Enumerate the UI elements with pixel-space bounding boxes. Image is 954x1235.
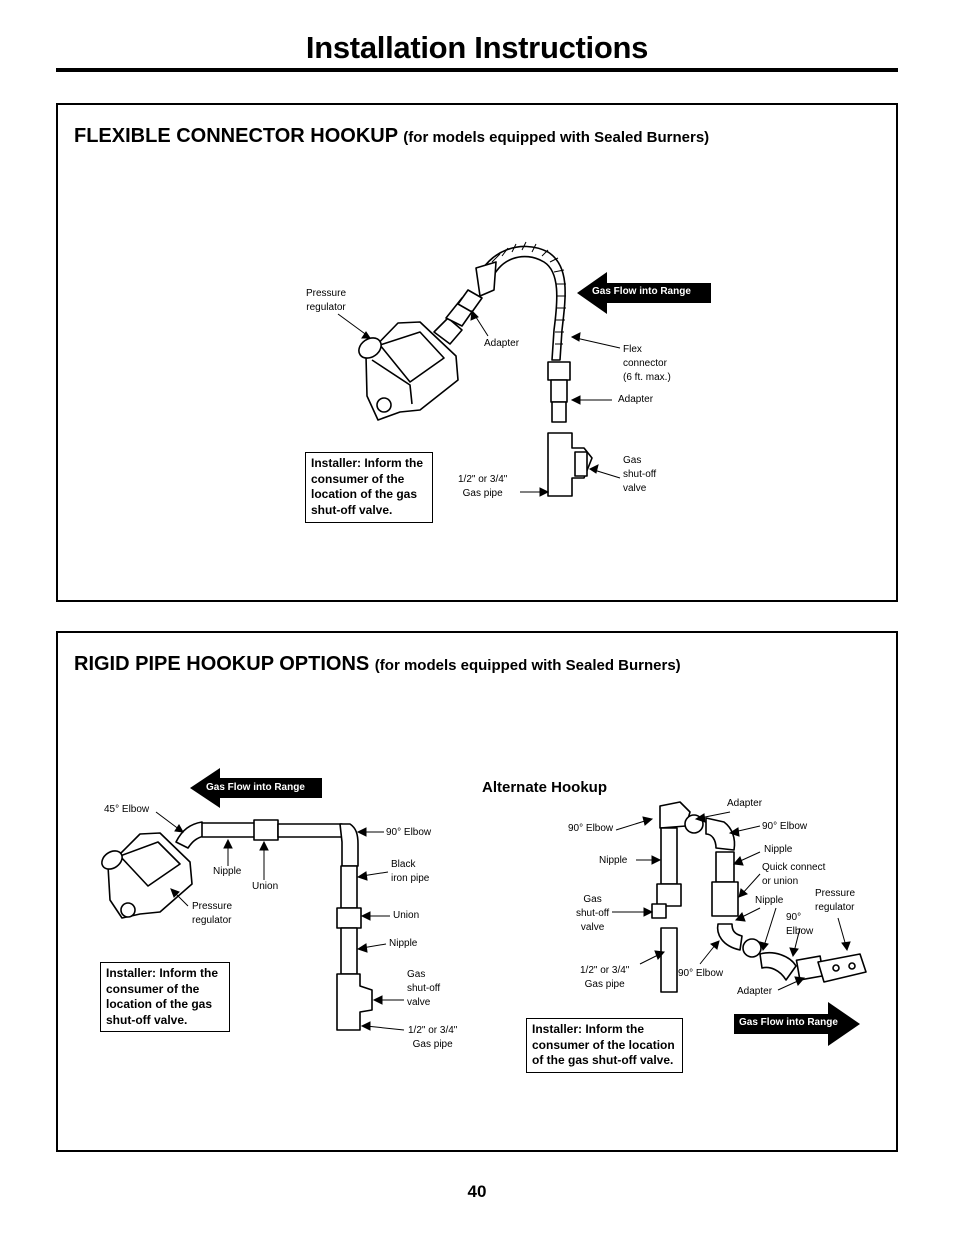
flex-label-adapter-bottom: Adapter [618,394,654,405]
rigid-label-pressure-regulator: Pressure regulator [192,901,233,926]
flex-label-flex-connector: Flex connector (6 ft. max.) [623,344,671,383]
rigid-label-union-b: Union [393,910,420,921]
rigid-label-black-iron-pipe: Black iron pipe [391,859,430,884]
alt-label-90-elbow-bottom: 90° Elbow [678,968,724,979]
rigid-gas-flow-arrow [190,768,322,808]
alt-label-90-elbow-mid: 90° Elbow [786,912,814,937]
alt-label-pressure-regulator: Pressure regulator [815,888,856,913]
alt-label-gas-pipe: 1/2" or 3/4" Gas pipe [580,965,630,990]
alt-label-nipple-left: Nipple [599,855,628,866]
alt-gas-flow-label: Gas Flow into Range [739,1017,838,1028]
flex-label-adapter-top: Adapter [484,338,520,349]
alt-label-90-elbow-right: 90° Elbow [762,821,808,832]
flex-subheading-text: (for models equipped with Sealed Burners) [403,129,710,146]
rigid-installer-note: Installer: Inform the consumer of the location of the gas shut-off valve. [100,962,230,1032]
alt-gas-flow-arrow [734,1002,860,1046]
alt-label-adapter-bottom: Adapter [737,986,773,997]
rigid-label-gas-pipe: 1/2" or 3/4" Gas pipe [408,1025,458,1050]
rigid-subheading-text: (for models equipped with Sealed Burners) [374,657,681,674]
alt-installer-note: Installer: Inform the consumer of the location of the gas shut-off valve. [526,1018,683,1073]
flex-gas-flow-label: Gas Flow into Range [592,286,691,297]
rigid-label-gas-valve: Gas shut-off valve [407,969,441,1008]
flex-installer-note: Installer: Inform the consumer of the location of the gas shut-off valve. [305,452,433,523]
flex-label-gas-pipe: 1/2" or 3/4" Gas pipe [458,474,508,499]
alt-label-quick-connect: Quick connect or union [762,862,826,887]
alt-label-nipple-right: Nipple [764,844,793,855]
alternate-hookup-heading: Alternate Hookup [482,779,608,796]
flex-label-pressure-regulator: Pressure regulator [306,288,347,313]
alt-label-adapter-top: Adapter [727,798,763,809]
rigid-label-nipple-b: Nipple [389,938,418,949]
rigid-gas-flow-label: Gas Flow into Range [206,782,305,793]
rigid-heading-text: RIGID PIPE HOOKUP OPTIONS [74,653,370,675]
rigid-label-45-elbow: 45° Elbow [104,804,150,815]
alt-label-90-elbow-left: 90° Elbow [568,823,614,834]
rigid-label-union-a: Union [252,881,279,892]
alt-label-gas-valve: Gas shut-off valve [576,894,610,933]
rigid-label-nipple-a: Nipple [213,866,242,877]
rigid-label-90-elbow: 90° Elbow [386,827,432,838]
alt-label-nipple-lower: Nipple [755,895,784,906]
flex-heading-text: FLEXIBLE CONNECTOR HOOKUP [74,125,398,147]
page-title: Installation Instructions [305,30,649,65]
page-number: 40 [467,1182,487,1201]
flex-label-gas-valve: Gas shut-off valve [623,455,657,494]
